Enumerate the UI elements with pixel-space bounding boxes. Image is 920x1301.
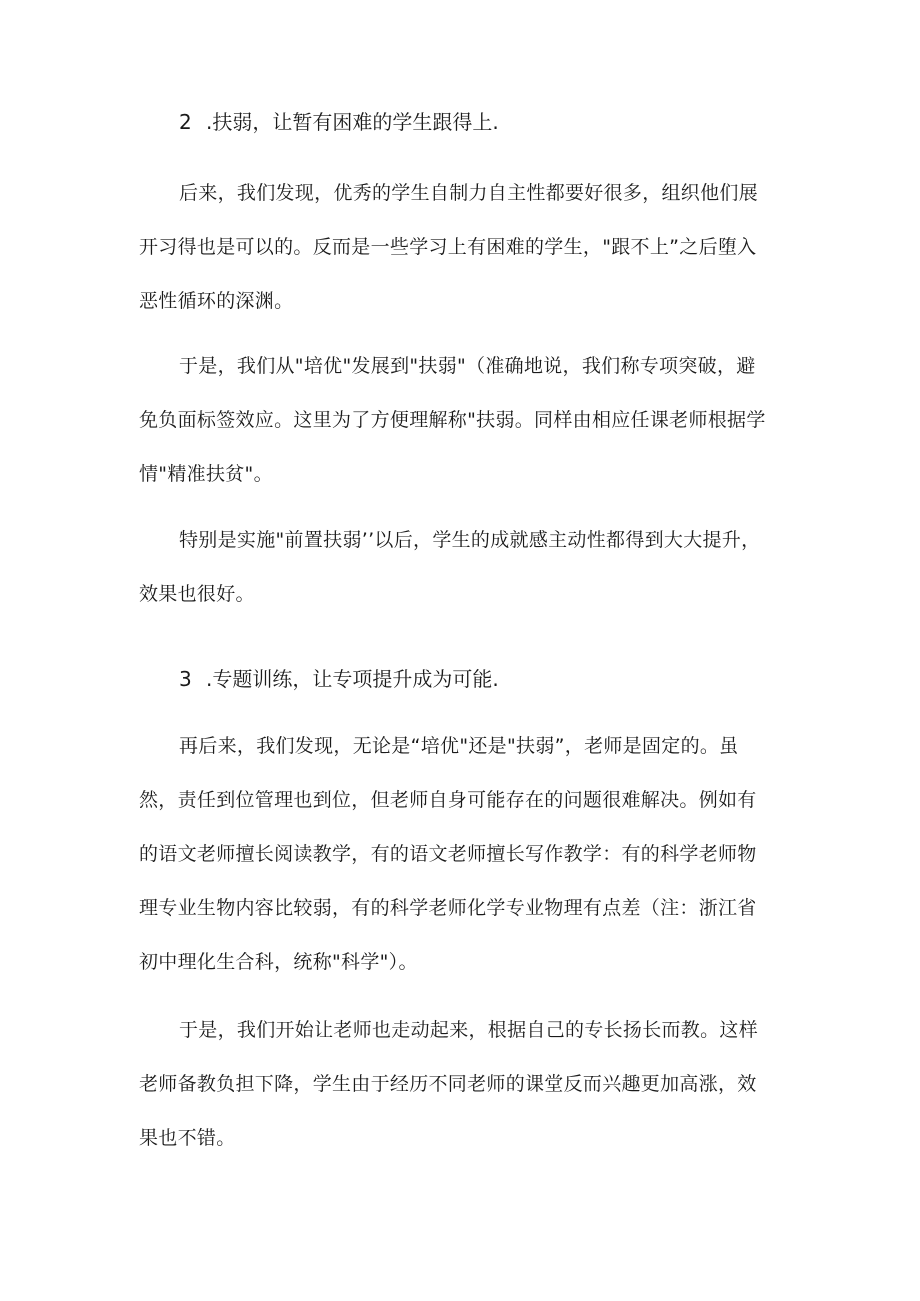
paragraph-4-line-2: 然，责任到位管理也到位，但老师自身可能存在的问题很难解决。例如有	[139, 789, 757, 811]
section-2-number: 2	[179, 110, 192, 134]
section-3-title: .专题训练，让专项提升成为可能.	[206, 667, 499, 691]
paragraph-3-line-1: 特别是实施"前置扶弱’’以后，学生的成就感主动性都得到大大提升，	[179, 529, 761, 551]
paragraph-3	[139, 513, 787, 621]
paragraph-5-line-1: 于是，我们开始让老师也走动起来，根据自己的专长扬长而教。这样	[179, 1019, 759, 1041]
paragraph-5-line-2: 老师备教负担下降，学生由于经历不同老师的课堂反而兴趣更加高涨，效	[139, 1073, 757, 1095]
paragraph-2-line-2: 免负面标签效应。这里为了方便理解称"扶弱。同样由相应任课老师根据学	[139, 409, 766, 431]
paragraph-3-line-2: 效果也很好。	[139, 583, 255, 605]
section-2-title: .扶弱，让暂有困难的学生跟得上.	[206, 110, 499, 134]
paragraph-4-line-5: 初中理化生合科，统称"科学"）。	[139, 951, 418, 973]
paragraph-2	[139, 339, 787, 501]
paragraph-2-line-1: 于是，我们从"培优"发展到"扶弱"（准确地说，我们称专项突破，避	[179, 355, 756, 377]
paragraph-1-line-3: 恶性循环的深渊。	[139, 290, 294, 312]
paragraph-5-line-3: 果也不错。	[139, 1127, 236, 1149]
paragraph-1-line-2: 开习得也是可以的。反而是一些学习上有困难的学生，"跟不上”之后堕入	[139, 236, 757, 258]
paragraph-4-line-3: 的语文老师擅长阅读教学，有的语文老师擅长写作教学：有的科学老师物	[139, 843, 757, 865]
paragraph-1	[139, 166, 787, 328]
paragraph-4-line-4: 理专业生物内容比较弱，有的科学老师化学专业物理有点差（注：浙江省	[139, 897, 757, 919]
section-3-number: 3	[179, 667, 192, 691]
paragraph-1-line-1: 后来，我们发现，优秀的学生自制力自主性都要好很多，组织他们展	[179, 182, 759, 204]
paragraph-4	[139, 719, 787, 989]
paragraph-2-line-3: 情"精准扶贫"。	[139, 463, 273, 485]
paragraph-5	[139, 1003, 787, 1165]
section-2-heading	[179, 108, 499, 136]
section-3-heading	[179, 665, 499, 693]
paragraph-4-line-1: 再后来，我们发现，无论是“培优"还是"扶弱”，老师是固定的。虽	[179, 735, 739, 757]
